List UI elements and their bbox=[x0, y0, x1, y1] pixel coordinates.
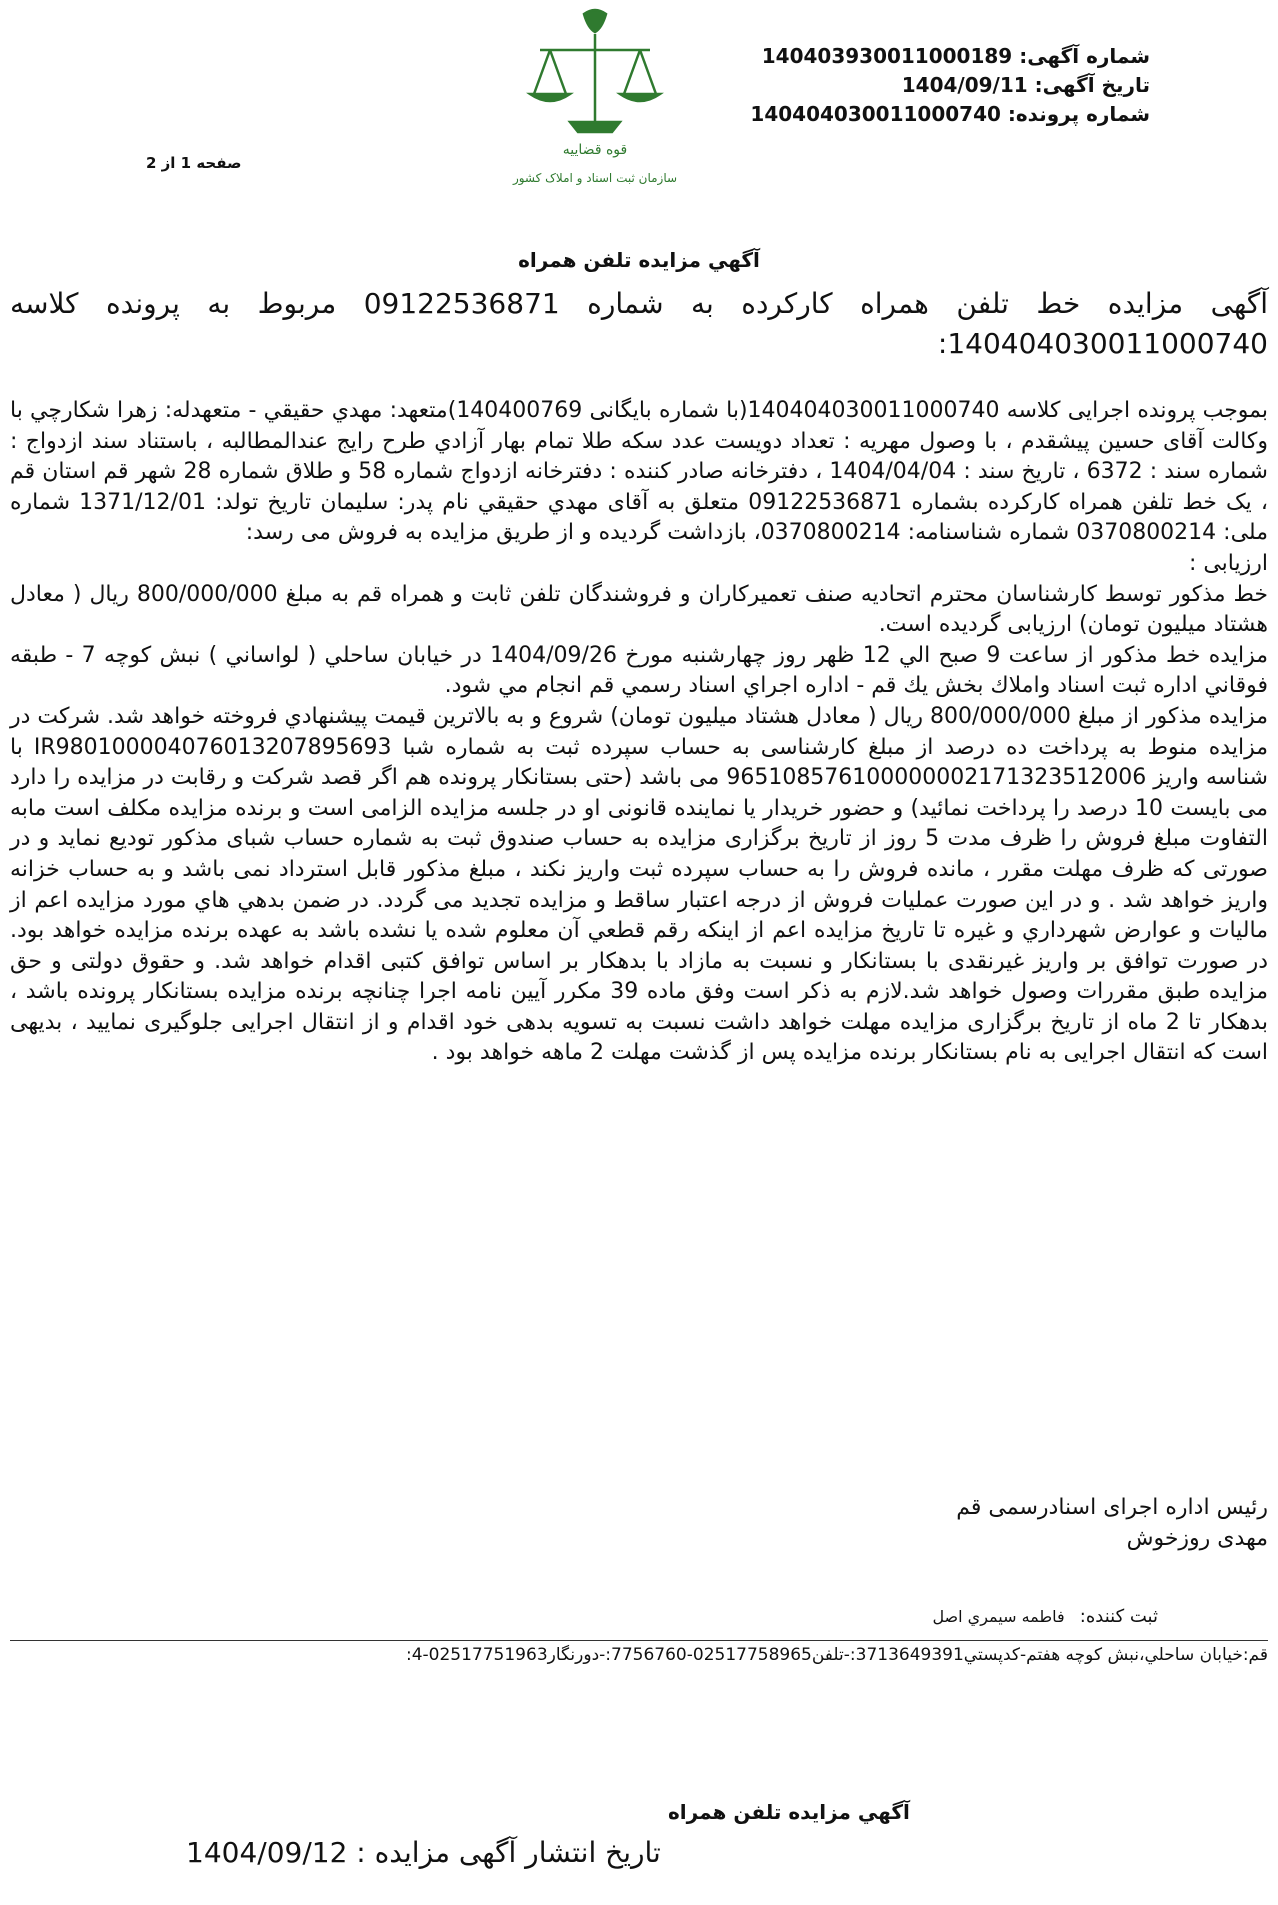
signature-name: مهدی روزخوش bbox=[1126, 1526, 1268, 1551]
judiciary-emblem bbox=[500, 4, 690, 204]
notice-body bbox=[10, 396, 1268, 1069]
emblem-caption-1: قوه قضاییه bbox=[562, 142, 628, 158]
body-paragraph-intro: بموجب پرونده اجرایی کلاسه 140404030011000740(با شماره بایگانی 140400769)متعهد: مهدي حقيقي - متعهدله: زهرا شكارچي با وكالت آقای حسين پيشقدم ، با وصول مهريه : تعداد دويست عدد سكه طلا تمام بهار آزادي طرح رايج عندالمطالبه ، باستناد سند ازدواج : شماره سند : 6372 ، تاریخ سند : 1404/04/04 ، دفترخانه صادر كننده : دفترخانه ازدواج شماره 58 و طلاق شماره 28 شهر قم استان قم ، يک خط تلفن همراه کارکرده بشماره 09122536871 متعلق به آقای مهدي حقيقي نام پدر: سليمان تاريخ تولد: 1371/12/01 شماره ملی: 0370800214 شماره شناسنامه: 0370800214، بازداشت گرديده و از طریق مزایده به فروش می رسد: bbox=[10, 398, 1269, 546]
signature-title: رئیس اداره اجرای اسنادرسمی قم bbox=[956, 1495, 1268, 1520]
office-address: قم:خيابان ساحلي،نبش کوچه هفتم-کدپستي3713649391:-تلفن02517758965-7756760:-دورنگار02517751963-4: bbox=[10, 1640, 1268, 1665]
registrar-name: فاطمه سيمري اصل bbox=[932, 1607, 1065, 1626]
notice-number: شماره آگهی: 140403930011000189 bbox=[761, 44, 1150, 68]
body-paragraph-venue: مزايده خط مذكور از ساعت 9 صبح الي 12 ظهر روز چهارشنبه مورخ 1404/09/26 در خيابان ساحلي ( لواساني ) نبش كوچه 7 - طبقه فوقاني اداره ثبت اسناد واملاك بخش يك قم - اداره اجراي اسناد رسمي قم انجام مي شود. bbox=[10, 642, 1268, 699]
signature-block bbox=[956, 1492, 1268, 1554]
body-paragraph-appraisal-heading: ارزیابی : bbox=[1188, 550, 1268, 576]
registrar-line bbox=[932, 1606, 1158, 1627]
case-number: شماره پرونده: 140404030011000740 bbox=[750, 102, 1150, 126]
page-indicator: صفحه 1 از 2 bbox=[146, 154, 242, 172]
notice-meta bbox=[750, 42, 1150, 129]
notice-date: تاریخ آگهی: 1404/09/11 bbox=[901, 73, 1150, 97]
registrar-label: ثبت کننده: bbox=[1079, 1606, 1158, 1627]
notice-subtitle: آگهی مزایده خط تلفن همراه کارکرده به شماره 09122536871 مربوط به پرونده کلاسه 140404030011000740: bbox=[10, 287, 1268, 360]
notice-title: آگهي مزايده تلفن همراه bbox=[518, 248, 760, 272]
footer-title: آگهي مزايده تلفن همراه bbox=[668, 1800, 910, 1824]
body-paragraph-terms: مزايده مذكور از مبلغ 800/000/000 ريال ( معادل هشتاد ميليون تومان) شروع و به بالاترين قيمت پيشنهادي فروخته خواهد شد. شرکت در مزایده منوط به پرداخت ده درصد از مبلغ کارشناسی به حساب سپرده ثبت به شماره شبا IR980100004076013207895693 با شناسه واریز 965108576100000002171323512006 می باشد (حتی بستانکار پرونده هم اگر قصد شرکت و رقابت در مزایده را دارد می بایست 10 درصد را پرداخت نمائید) و حضور خریدار یا نماینده قانونی او در جلسه مزایده الزامی است و برنده مزایده مکلف است مابه التفاوت مبلغ فروش را ظرف مدت 5 روز از تاریخ برگزاری مزایده به حساب صندوق ثبت به شماره حساب شبای مذکور تودیع نماید و در صورتی که ظرف مهلت مقرر ، مانده فروش را به حساب سپرده ثبت واریز نکند ، مبلغ مذکور قابل استرداد نمی باشد و به حساب خزانه واریز خواهد شد . و در این صورت عملیات فروش از درجه اعتبار ساقط و مزایده تجدید می گردد. در ضمن بدهي هاي مورد مزايده اعم از ماليات و عوارض شهرداري و غيره تا تاريخ مزايده اعم از اينكه رقم قطعي آن معلوم شده يا نشده باشد به عهده برنده مزايده خواهد بود. در صورت توافق بر واریز غیرنقدی با بستانکار و نسبت به مازاد با بدهکار بر اساس توافق کتبی اقدام خواهد شد. و حقوق دولتی و حق مزایده طبق مقررات وصول خواهد شد.لازم به ذكر است وفق ماده 39 مكرر آيين نامه اجرا چنانچه برنده مزايده بستانكار پرونده باشد ، بدهكار تا 2 ماه از تاريخ برگزاری مزايده مهلت خواهد داشت نسبت به تسويه بدهی خود اقدام و از انتقال اجرايی جلوگيری نماييد ، بديهی است كه انتقال اجرايی به نام بستانكار برنده مزايده پس از گذشت مهلت 2 ماهه خواهد بود . bbox=[9, 703, 1269, 1066]
body-paragraph-appraisal: خط مذکور توسط کارشناسان محترم اتحادیه صنف تعمیرکاران و فروشندگان تلفن ثابت و همراه قم به مبلغ 800/000/000 ریال ( معادل هشتاد میلیون تومان) ارزیابی گردیده است. bbox=[10, 581, 1268, 638]
emblem-caption-2: سازمان ثبت اسناد و املاک کشور bbox=[512, 171, 678, 185]
publish-date: تاریخ انتشار آگهی مزایده : 1404/09/12 bbox=[186, 1836, 661, 1869]
